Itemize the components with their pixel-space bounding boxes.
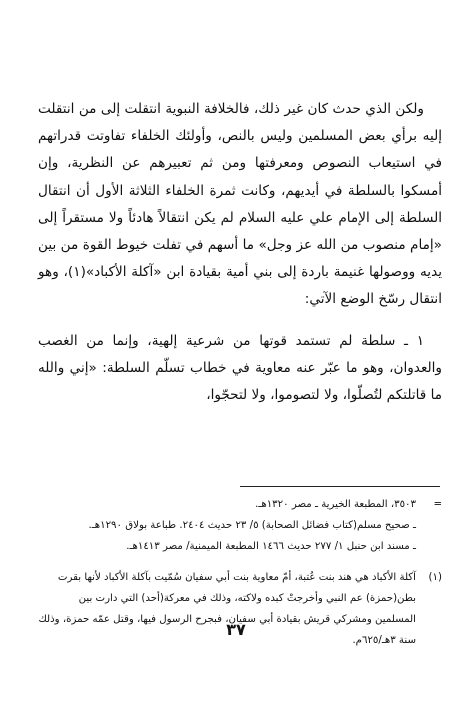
- footnote-text: ـ صحيح مسلم(كتاب فضائل الصحابة) ٥/ ٢٣ حديث ٢٤٠٤. طباعة بولاق ١٢٩٠هـ.: [88, 520, 416, 531]
- page-number: ٣٧: [226, 620, 246, 639]
- footnote-marker: (١): [428, 572, 442, 583]
- footnote-text: آكلة الأكباد هي هند بنت عُتبة، أمّ معاوية بنت أبي سفيان سُمّيت بآكلة الأكباد لأنها بقرت بطن(حمزة) عم النبي وأخرجتْ كبده ولاكته، وذلك في معركة(أحد) التي دارت بين المسلمين ومشركي قريش بقيادة أبي سفيان، فبجرح الرسول فيها، وقتل عمّه حمزة، وذلك سنة ٣هـ/٦٢٥م.: [38, 572, 416, 646]
- footnote-text: ٣٥٠٣، المطبعة الخيرية ـ مصر ١٣٢٠هـ.: [255, 499, 416, 510]
- footnote-continuation: [38, 494, 442, 515]
- body-paragraph-1: ولكن الذي حدث كان غير ذلك، فالخلافة النبوية انتقلت إلى من انتقلت إليه برأي بعض المسلمين وليس بالنص، وأولئك الخلفاء تفاوتت قدراتهم في استيعاب النصوص ومعرفتها ومن ثم تعبيرهم عن النظرية، وإن أمسكوا بالسلطة في أيديهم، وكانت ثمرة الخلفاء الثلاثة الأول أن انتقال السلطة إلى الإمام علي عليه السلام لم يكن انتقالاً هادئاً ولا مستقراً إلى «إمام منصوب من الله عز وجل» ما أسهم في تفلت خيوط القوة من بين يديه ووصولها غنيمة باردة إلى بني أمية بقيادة ابن «آكلة الأكباد»(١)، وهو انتقال رسّخ الوضع الآتي:: [38, 101, 442, 308]
- body-paragraph-2: ١ ـ سلطة لم تستمد قوتها من شرعية إلهية، وإنما من الغصب والعدوان، وهو ما عبّر عنه معاوية في خطاب تسلّم السلطة: «إني والله ما قاتلتكم لتُصلّوا، ولا لتصوموا، ولا لتحجّوا،: [38, 332, 442, 404]
- footnote-separator: [240, 486, 440, 487]
- footnote-text: ـ مسند ابن حنبل ١/ ٢٧٧ حديث ١٤٦٦ المطبعة الميمنية/ مصر ١٤١٣هـ.: [126, 541, 416, 552]
- main-text: [38, 96, 442, 409]
- footnote-reference-ibn-hanbal: [38, 536, 442, 557]
- footnote-marker: =: [433, 499, 442, 510]
- footnote-reference-muslim: [38, 515, 442, 536]
